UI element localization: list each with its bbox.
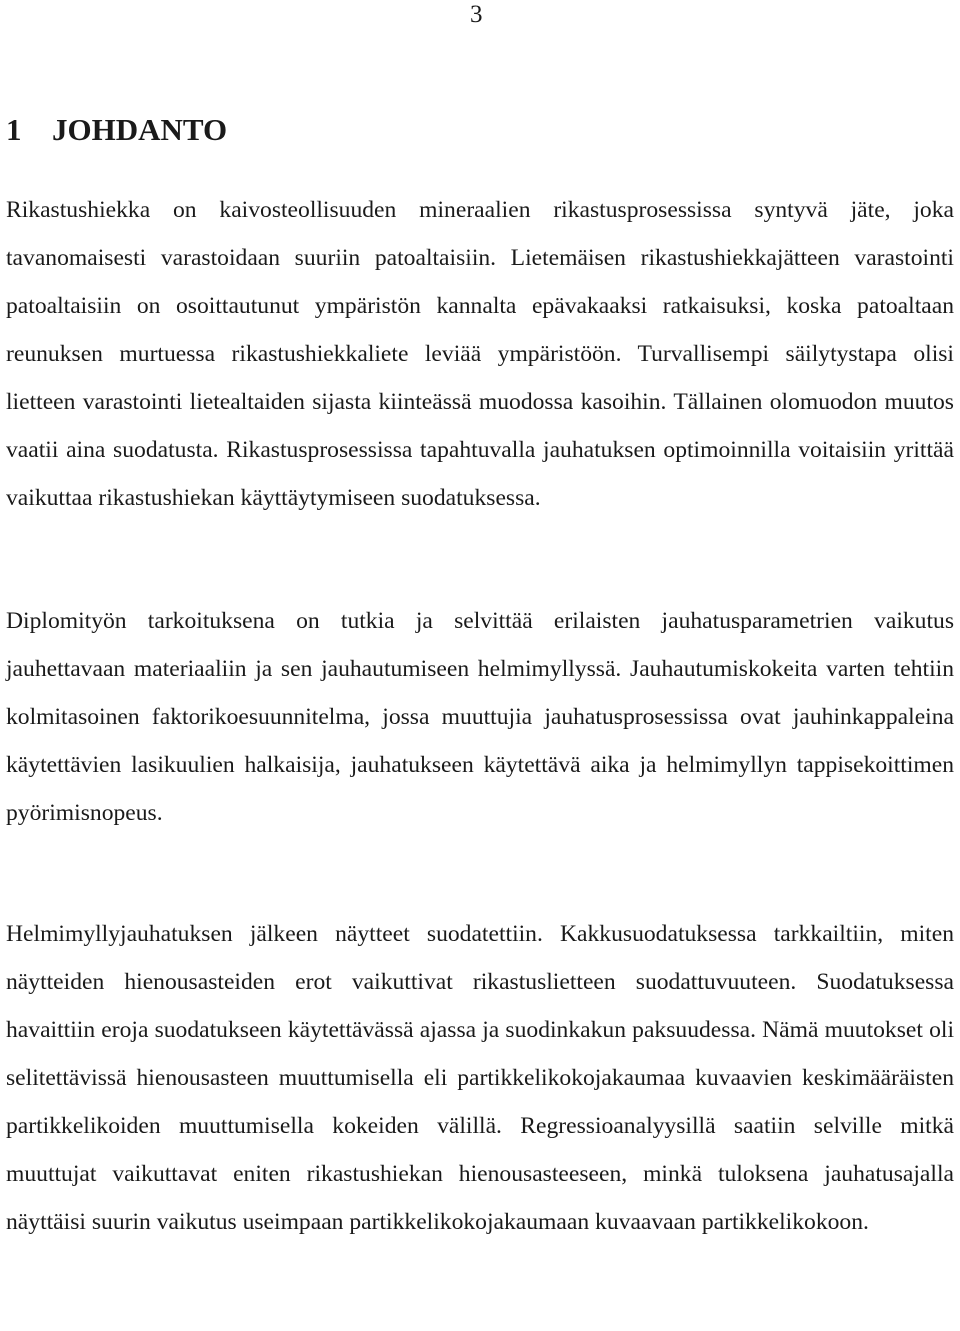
page-number: 3 bbox=[470, 1, 483, 28]
section-number: 1 bbox=[6, 112, 22, 147]
paragraph-1: Rikastushiekka on kaivosteollisuuden mineraalien rikastusprosessissa syntyvä jäte, joka tavanomaisesti varastoidaan suuriin patoaltaisiin. Lietemäisen rikastushiekkajätteen varastointi patoaltaisiin on osoittautunut ympäristön kannalta epävakaaksi ratkaisuksi, koska patoaltaan reunuksen murtuessa rikastushiekkaliete leviää ympäristöön. Turvallisempi säilytystapa olisi lietteen varastointi lietealtaiden sijasta kiinteässä muodossa kasoihin. Tällainen olomuodon muutos vaatii aina suodatusta. Rikastusprosessissa tapahtuvalla jauhatuksen optimoinnilla voitaisiin yrittää vaikuttaa rikastushiekan käyttäytymiseen suodatuksessa. bbox=[6, 197, 954, 511]
section-title: JOHDANTO bbox=[52, 112, 228, 147]
section-heading bbox=[6, 112, 227, 148]
paragraph-2: Diplomityön tarkoituksena on tutkia ja selvittää erilaisten jauhatusparametrien vaikutus jauhettavaan materiaaliin ja sen jauhautumiseen helmimyllyssä. Jauhautumiskokeita varten tehtiin kolmitasoinen faktorikoesuunnitelma, jossa muuttujia jauhatusprosessissa ovat jauhinkappaleina käytettävien lasikuulien halkaisija, jauhatukseen käytettävä aika ja helmimyllyn tappisekoittimen pyörimisnopeus. bbox=[6, 608, 954, 826]
paragraph-3: Helmimyllyjauhatuksen jälkeen näytteet suodatettiin. Kakkusuodatuksessa tarkkailtiin, miten näytteiden hienousasteiden erot vaikuttivat rikastuslietteen suodattuvuuteen. Suodatuksessa havaittiin eroja suodatukseen käytettävässä ajassa ja suodinkakun paksuudessa. Nämä muutokset oli selitettävissä hienousasteen muuttumisella eli partikkelikokojakaumaa kuvaavien keskimääräisten partikkelikoiden muuttumisella kokeiden välillä. Regressioanalyysillä saatiin selville mitkä muuttujat vaikuttavat eniten rikastushiekan hienousasteeseen, minkä tuloksena jauhatusajalla näyttäisi suurin vaikutus useimpaan partikkelikokojakaumaan kuvaavaan partikkelikokoon. bbox=[6, 921, 954, 1235]
